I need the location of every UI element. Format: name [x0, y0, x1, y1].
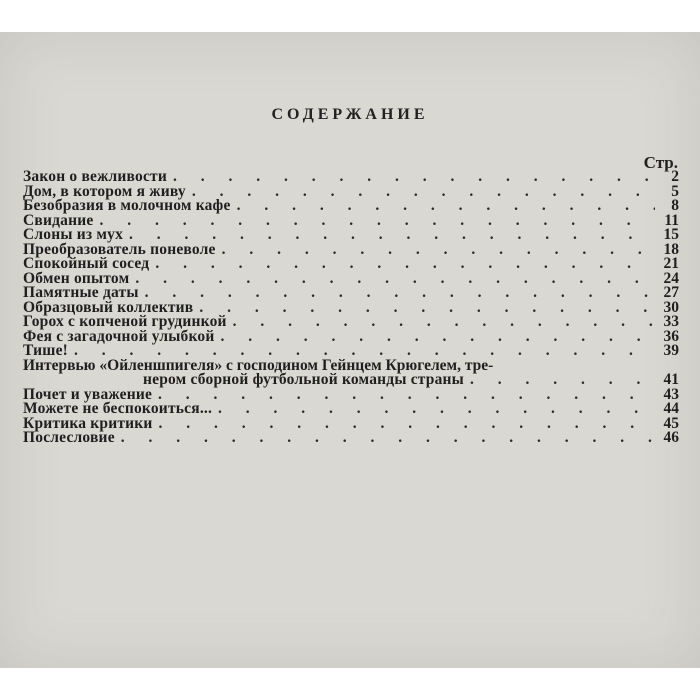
toc-entry-page: 30	[663, 298, 679, 316]
dot-leader	[199, 301, 655, 316]
toc-entry-title: Можете не беспокоиться...	[23, 400, 213, 417]
dot-leader	[159, 417, 655, 432]
toc-entry-page: 43	[663, 385, 679, 403]
dot-leader	[237, 199, 655, 214]
toc-entry-title: Слоны из мух	[23, 226, 124, 243]
toc-entry-title: Почет и уважение	[23, 385, 153, 403]
toc-entry	[23, 431, 679, 446]
toc-entry-title: Свидание	[23, 211, 94, 229]
toc-entry-title: Горох с копченой грудинкой	[23, 313, 227, 330]
toc-entry-title: Критика критики	[23, 414, 153, 432]
toc-entry-title: Спокойный сосед	[23, 255, 150, 272]
toc-entry-title: Памятные даты	[23, 284, 139, 301]
toc-entry-title: Дом, в котором я живу	[23, 182, 186, 200]
toc-entry-title: Тише!	[23, 342, 69, 359]
toc-entry	[23, 199, 679, 214]
toc-entry-page: 44	[663, 400, 679, 417]
toc-entry-page: 36	[663, 327, 679, 345]
page-column-header: Стр.	[643, 153, 678, 172]
table-of-contents	[23, 170, 679, 446]
toc-entry-title: Образцовый коллектив	[23, 298, 194, 316]
toc-entry-title: Закон о вежливости	[23, 168, 167, 185]
dot-leader	[233, 315, 655, 330]
dot-leader	[121, 431, 655, 446]
toc-entry-page: 46	[663, 429, 679, 446]
dot-leader	[99, 214, 655, 229]
toc-entry-title: Послесловие	[23, 429, 115, 446]
toc-entry	[23, 414, 679, 432]
toc-entry-page: 11	[664, 211, 679, 229]
toc-entry-title-line1: Интервью «Ойленшпигеля» с господином Гейнцем Крюгелем, тре-	[23, 356, 494, 374]
toc-entry-title: Обмен опытом	[23, 269, 130, 287]
toc-entry-page: 27	[663, 284, 679, 301]
dot-leader	[145, 286, 655, 301]
dot-leader	[173, 170, 655, 185]
book-page	[0, 32, 700, 668]
toc-entry-title: Безобразия в молочном кафе	[23, 197, 231, 214]
toc-entry-title: Преобразователь поневоле	[23, 240, 216, 258]
dot-leader	[155, 257, 655, 272]
toc-entry-page: 5	[671, 182, 679, 200]
toc-entry	[23, 327, 679, 345]
toc-entry-page: 2	[671, 168, 679, 185]
dot-leader	[470, 373, 655, 388]
toc-entry-page: 15	[663, 226, 679, 243]
toc-entry-page: 24	[663, 269, 679, 287]
dot-leader	[218, 402, 655, 417]
dot-leader	[192, 185, 655, 200]
dot-leader	[222, 243, 655, 258]
toc-entry-multiline	[23, 356, 679, 388]
toc-entry-title-line2: нером сборной футбольной команды страны	[143, 371, 464, 388]
toc-entry-page: 41	[663, 371, 679, 388]
toc-entry-page: 39	[663, 342, 679, 359]
toc-entry-page: 33	[663, 313, 679, 330]
toc-entry-page: 45	[663, 414, 679, 432]
page-title: СОДЕРЖАНИЕ	[271, 106, 429, 123]
dot-leader	[221, 330, 655, 345]
toc-entry-page: 21	[663, 255, 679, 272]
toc-entry-page: 8	[671, 197, 679, 214]
dot-leader	[135, 272, 655, 287]
dot-leader	[158, 388, 655, 403]
toc-entry-title: Фея с загадочной улыбкой	[23, 327, 215, 345]
toc-entry-page: 18	[663, 240, 679, 258]
